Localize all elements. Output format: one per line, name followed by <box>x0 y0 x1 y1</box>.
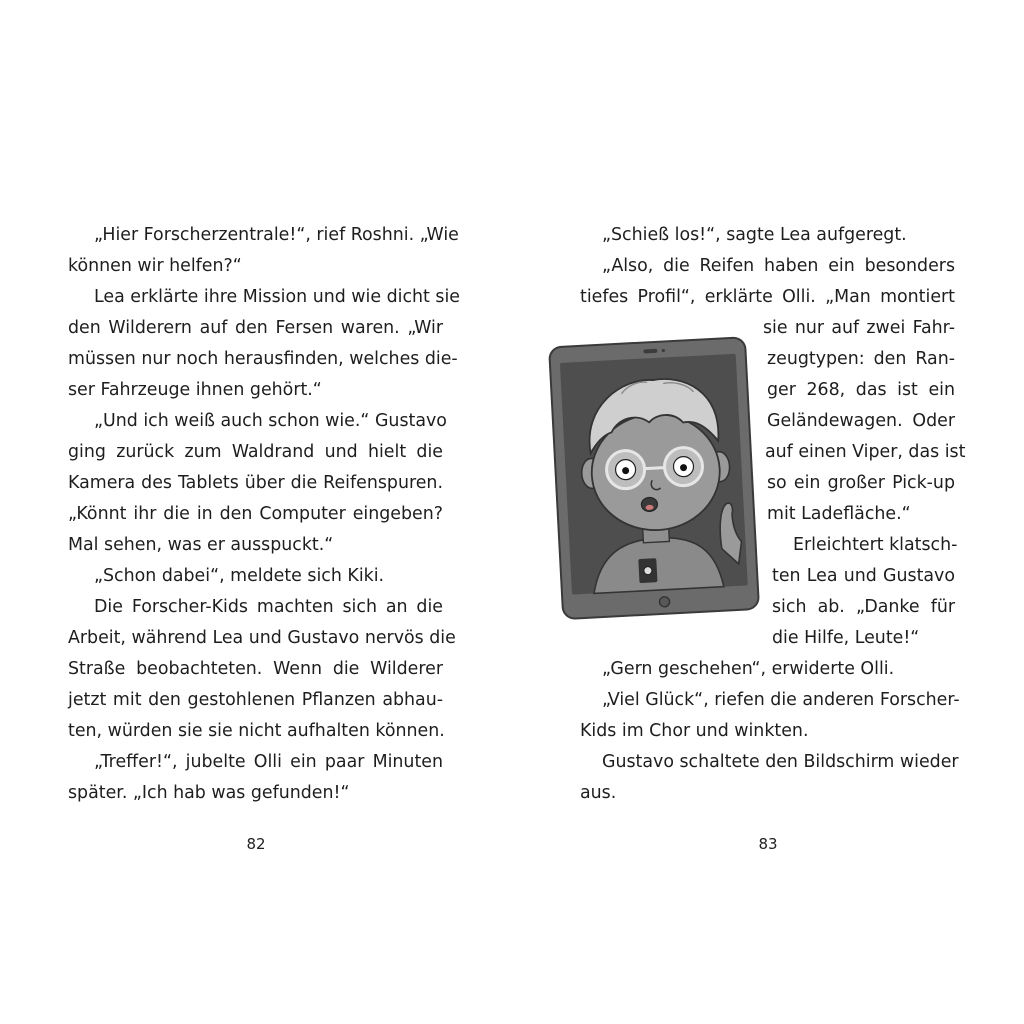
text-line: Die Forscher-Kids machten sich an die <box>94 597 443 617</box>
text-line: „Schieß los!“, sagte Lea aufgeregt. <box>602 225 907 245</box>
text-line: müssen nur noch herausfinden, welches die- <box>68 349 458 369</box>
text-line: Kamera des Tablets über die Reifenspuren. <box>68 473 443 493</box>
text-line: sie nur auf zwei Fahr- <box>763 318 955 338</box>
text-line: Lea erklärte ihre Mission und wie dicht sie <box>94 287 460 307</box>
text-line: Arbeit, während Lea und Gustavo nervös die <box>68 628 456 648</box>
text-line: auf einen Viper, das ist <box>765 442 966 462</box>
text-line: ging zurück zum Waldrand und hielt die <box>68 442 443 462</box>
right-page <box>512 0 1024 1024</box>
text-line: „Gern geschehen“, erwiderte Olli. <box>602 659 895 679</box>
text-line: Straße beobachteten. Wenn die Wilderer <box>68 659 443 679</box>
text-line: „Hier Forscherzentrale!“, rief Roshni. „Wie <box>94 225 459 245</box>
text-line: tiefes Profil“, erklärte Olli. „Man montiert <box>580 287 955 307</box>
text-line: „Könnt ihr die in den Computer eingeben? <box>68 504 443 524</box>
text-line: „Und ich weiß auch schon wie.“ Gustavo <box>94 411 447 431</box>
text-line: „Treffer!“, jubelte Olli ein paar Minuten <box>94 752 443 772</box>
text-line: „Viel Glück“, riefen die anderen Forscher- <box>602 690 960 710</box>
text-line: aus. <box>580 783 617 803</box>
text-line: den Wilderern auf den Fersen waren. „Wir <box>68 318 443 338</box>
text-line: Kids im Chor und winkten. <box>580 721 809 741</box>
text-line: ten Lea und Gustavo <box>772 566 955 586</box>
text-line: „Also, die Reifen haben ein besonders <box>602 256 955 276</box>
text-line: ser Fahrzeuge ihnen gehört.“ <box>68 380 322 400</box>
text-line: Erleichtert klatsch- <box>793 535 958 555</box>
tablet-illustration <box>548 332 766 622</box>
page-number: 83 <box>758 835 778 853</box>
text-line: Geländewagen. Oder <box>767 411 955 431</box>
text-line: „Schon dabei“, meldete sich Kiki. <box>94 566 385 586</box>
text-line: Gustavo schaltete den Bildschirm wieder <box>602 752 959 772</box>
text-line: können wir helfen?“ <box>68 256 242 276</box>
text-line: ger 268, das ist ein <box>767 380 955 400</box>
text-line: die Hilfe, Leute!“ <box>772 628 920 648</box>
text-line: später. „Ich hab was gefunden!“ <box>68 783 350 803</box>
text-line: mit Ladefläche.“ <box>767 504 911 524</box>
text-line: ten, würden sie sie nicht aufhalten können. <box>68 721 445 741</box>
text-line: Mal sehen, was er ausspuckt.“ <box>68 535 334 555</box>
page-number: 82 <box>246 835 266 853</box>
text-line: zeugtypen: den Ran- <box>767 349 955 369</box>
text-line: jetzt mit den gestohlenen Pflanzen abhau- <box>68 690 443 710</box>
text-line: sich ab. „Danke für <box>772 597 955 617</box>
tablet-icon <box>548 332 766 622</box>
text-line: so ein großer Pick-up <box>767 473 955 493</box>
